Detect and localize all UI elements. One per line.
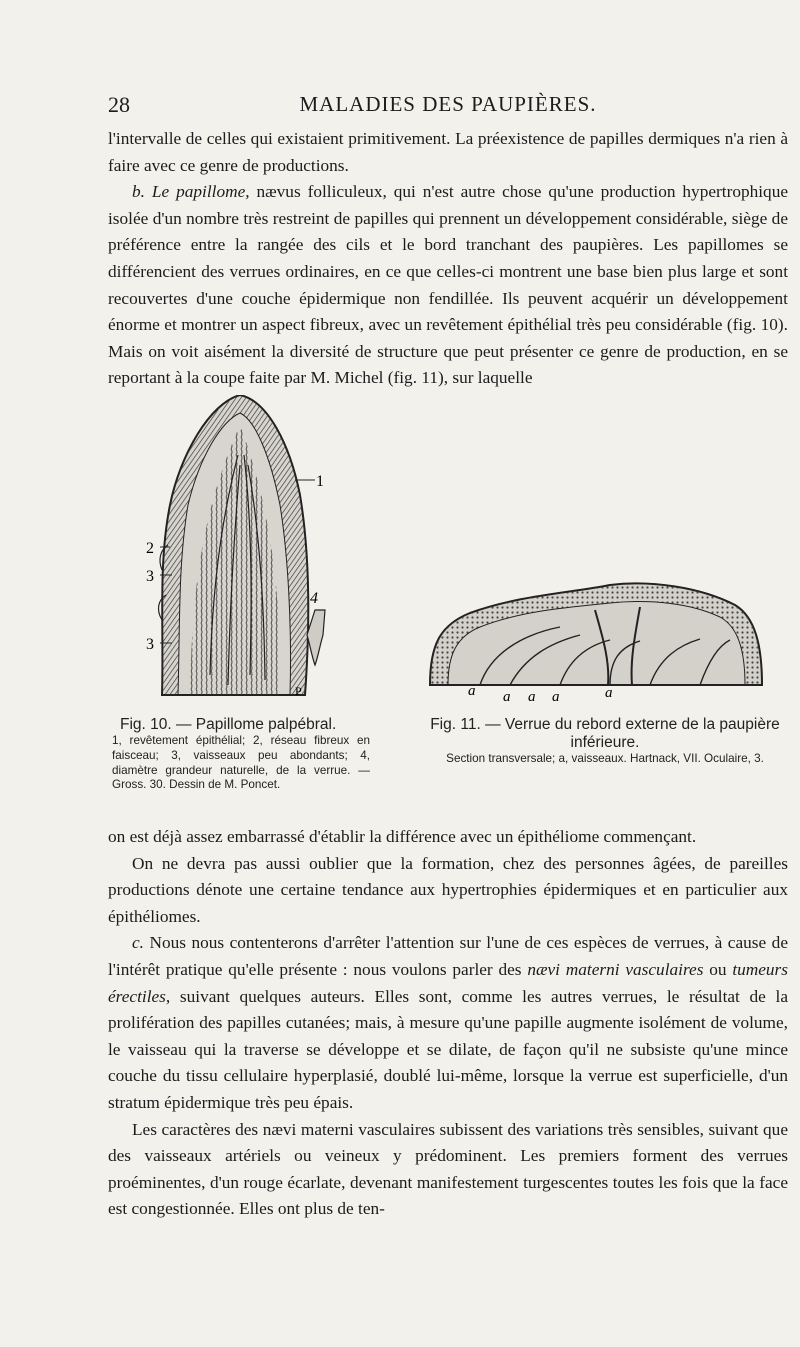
fig11-label-a2: a bbox=[503, 689, 511, 705]
paragraph-caracteres: Les caractères des nævi materni vasculaires subissent des variations très sensibles, suivant que des vaisseaux artériels ou veineux y prédominent. Les premiers forment des verrues proéminentes, d'un rouge écarlate, devenant manifestement turgescentes toutes les fois que la face est congestionnée. Elles ont plus de ten- bbox=[108, 1119, 788, 1219]
fig10-label-3b: 3 bbox=[146, 636, 154, 653]
text-block-top bbox=[108, 126, 788, 392]
fig10-label-p: P bbox=[295, 684, 302, 698]
fig11-label-a1: a bbox=[468, 683, 476, 699]
fig11-caption-title: Fig. 11. — Verrue du rebord externe de la paupière inférieure. bbox=[430, 716, 780, 751]
fig11-label-a4: a bbox=[552, 689, 560, 705]
paragraph-personnes-agees: On ne devra pas aussi oublier que la formation, chez des personnes âgées, de pareilles productions dénote une certaine tendance aux hypertrophies épidermiques et en particulier aux épithéliomes. bbox=[108, 853, 788, 926]
fig10-drawing bbox=[146, 395, 325, 698]
item-label-c: c. bbox=[132, 933, 144, 953]
fig10-label-2: 2 bbox=[146, 540, 154, 557]
item-label: b. bbox=[132, 182, 145, 202]
fig10-caption-body: 1, revêtement épithélial; 2, réseau fibreux en faisceau; 3, vaisseaux peu abondants; 4, diamètre grandeur naturelle, de la verrue. — Gross. 30. Dessin de M. Poncet. bbox=[112, 734, 370, 792]
paragraph-continuation: l'intervalle de celles qui existaient primitivement. La préexistence de papilles dermiques n'a rien à faire avec ce genre de productions. bbox=[108, 129, 788, 175]
fig10-caption-title: Fig. 10. — Papillome palpébral. bbox=[120, 716, 337, 733]
figures-area bbox=[140, 395, 800, 715]
fig11-caption bbox=[420, 716, 790, 767]
page-number: 28 bbox=[108, 92, 130, 117]
figures-illustration bbox=[140, 395, 800, 715]
fig10-label-1: 1 bbox=[316, 473, 324, 490]
paragraph-naevi-after: , suivant quelques auteurs. Elles sont, comme les autres verrues, le résultat de la prolifération des papilles cutanées; mais, à mesure qu'une papille augmente isolément de volume, le vaisseau qui la traverse se développe et se dilate, de façon qu'il ne subsiste qu'une mince couche du tissu cellulaire hyperplasié, doublé lui-même, lorsque la verrue est superficielle, d'un stratum épidermique très peu épais. bbox=[108, 986, 788, 1112]
fig10-label-3a: 3 bbox=[146, 568, 154, 585]
paragraph-naevi-before: Nous nous contenterons d'arrêter l'attention sur l'une de ces espèces de verrues, à cause de l'intérêt pratique qu'elle présente : nous voulons parler des bbox=[108, 933, 788, 979]
text-block-bottom bbox=[108, 824, 788, 1223]
fig10-caption bbox=[112, 716, 370, 793]
fig11-label-a5: a bbox=[605, 685, 613, 701]
paragraph-papillome-text: nævus folliculeux, qui n'est autre chose qu'une production hypertrophique isolée d'un nombre très restreint de papilles qui prennent un développement considérable, siège de préférence entre la rangée des cils et le bord tranchant des paupières. Les papillomes se différencient des verrues ordinaires, en ce que celles-ci montrent une base bien plus large et sont recouvertes d'une couche épidermique non fendillée. Ils peuvent acquérir un développement énorme et montrer un aspect fibreux, avec un revêtement épithélial très peu considérable (fig. 10). Mais on voit aisément la diversité de structure que peut présenter ce genre de production, en se reportant à la coupe faite par M. Michel (fig. 11), sur laquelle bbox=[108, 182, 788, 388]
fig11-label-a3: a bbox=[528, 689, 536, 705]
page-header bbox=[108, 92, 788, 124]
term-tumeurs-erectiles: tumeurs érectiles bbox=[108, 959, 788, 1006]
paragraph-epitheliome: on est déjà assez embarrassé d'établir la différence avec un épithéliome commençant. bbox=[108, 827, 697, 846]
running-title: MALADIES DES PAUPIÈRES. bbox=[299, 92, 597, 116]
fig11-caption-body: Section transversale; a, vaisseaux. Hartnack, VII. Oculaire, 3. bbox=[446, 752, 764, 765]
paragraph-naevi-mid: ou bbox=[703, 959, 733, 979]
paragraph-naevi bbox=[108, 930, 788, 1116]
paragraph-papillome bbox=[108, 179, 788, 392]
fig10-label-4: 4 bbox=[310, 590, 318, 607]
term-papillome: Le papillome, bbox=[151, 182, 250, 202]
term-naevi-materni: nævi materni vasculaires bbox=[527, 959, 704, 979]
fig11-drawing bbox=[430, 583, 762, 705]
